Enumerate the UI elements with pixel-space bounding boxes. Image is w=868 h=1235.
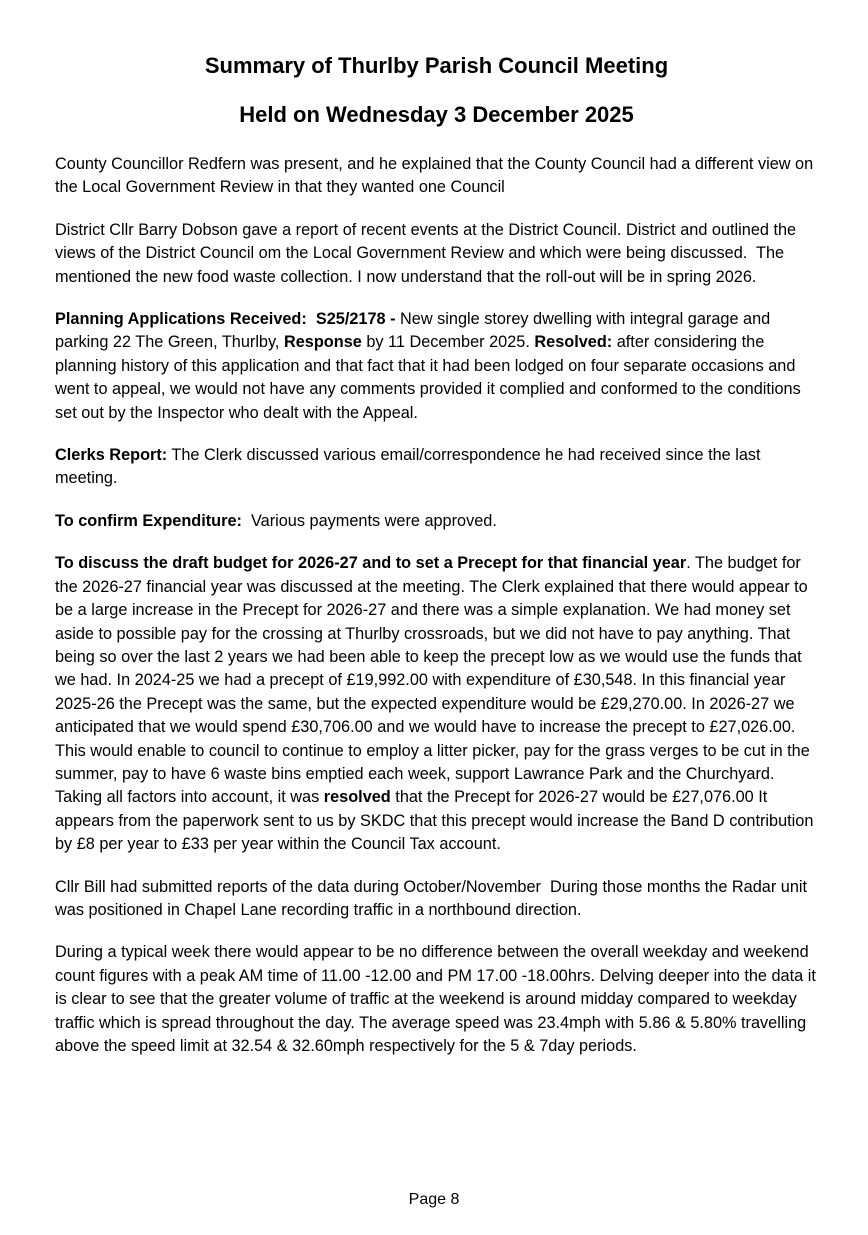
paragraph [55,153,818,200]
page-number: Page 8 [408,1191,460,1208]
text-run: District Cllr Barry Dobson gave a report of recent events at the District Council. District and outlined the views of the District Council om the Local Government Review and which were being discussed. The mentioned the new food waste collection. I now understand that the roll-out will be in spring 2026. [55,220,801,286]
paragraph [55,444,818,491]
paragraph [55,941,821,1058]
paragraph [55,219,818,289]
bold-text-run: To confirm Expenditure: [55,511,242,530]
document-body [55,153,821,1058]
document-subtitle: Held on Wednesday 3 December 2025 [239,102,634,127]
paragraph [55,876,818,923]
text-run: During a typical week there would appear to be no difference between the overall weekday and weekend count figures with a peak AM time of 11.00 -12.00 and PM 17.00 -18.00hrs. Delving deeper into the data it is clear to see that the greater volume of traffic at the weekend is around midday compared to weekday traffic which is spread throughout the day. The average speed was 23.4mph with 5.86 & 5.80% travelling above the speed limit at 32.54 & 32.60mph respectively for the 5 & 7day periods. [55,943,821,1055]
bold-text-run: resolved [323,788,391,807]
bold-text-run: Response [283,333,362,352]
text-run: that the Precept for 2026-27 would be £27,076.00 It appears from the paperwork sent to us by SKDC that this precept would increase the Band D contribution by £8 per year to £33 per year within the Council Tax account. [55,788,818,854]
text-run: by 11 December 2025. [361,333,535,352]
paragraph [55,552,818,856]
bold-text-run: To discuss the draft budget for 2026-27 and to set a Precept for that financial year [55,554,687,573]
text-run: . The budget for the 2026-27 financial year was discussed at the meeting. The Clerk explained that there would appear to be a large increase in the Precept for 2026-27 and there was a simple explanation. We had money set aside to possible pay for the crossing at Thurlby crossroads, but we did not have to pay anything. That being so over the last 2 years we had been able to keep the precept low as we would use the funds that we had. In 2024-25 we had a precept of £19,992.00 with expenditure of £30,548. In this financial year 2025-26 the Precept was the same, but the expected expenditure would be £29,270.00. In 2026-27 we anticipated that we would spend £30,706.00 and we would have to increase the precept to £27,026.00. This would enable to council to continue to employ a litter picker, pay for the grass verges to be cut in the summer, pay to have 6 waste bins emptied each week, support Lawrance Park and the Churchyard. Taking all factors into account, it was [55,554,815,807]
bold-text-run: Clerks Report: [55,446,168,465]
text-run: Various payments were approved. [241,511,497,530]
paragraph [55,510,818,533]
text-run: Cllr Bill had submitted reports of the data during October/November During those months the Radar unit was positioned in Chapel Lane recording traffic in a northbound direction. [55,877,812,919]
text-run: New single storey dwelling with integral garage and parking 22 The Green, Thurlby, [55,310,775,352]
bold-text-run: Resolved: [534,333,613,352]
paragraph [55,308,818,425]
text-run: after considering the planning history of this application and that fact that it had been lodged on four separate occasions and went to appeal, we would not have any comments provided it complied and conformed to the conditions set out by the Inspector who dealt with the Appeal. [55,333,806,422]
text-run: County Councillor Redfern was present, and he explained that the County Council had a different view on the Local Government Review in that they wanted one Council [55,155,818,197]
document-title: Summary of Thurlby Parish Council Meeting [204,53,669,78]
bold-text-run: Planning Applications Received: S25/2178 - [55,310,401,329]
text-run: The Clerk discussed various email/correspondence he had received since the last meeting. [55,446,766,488]
